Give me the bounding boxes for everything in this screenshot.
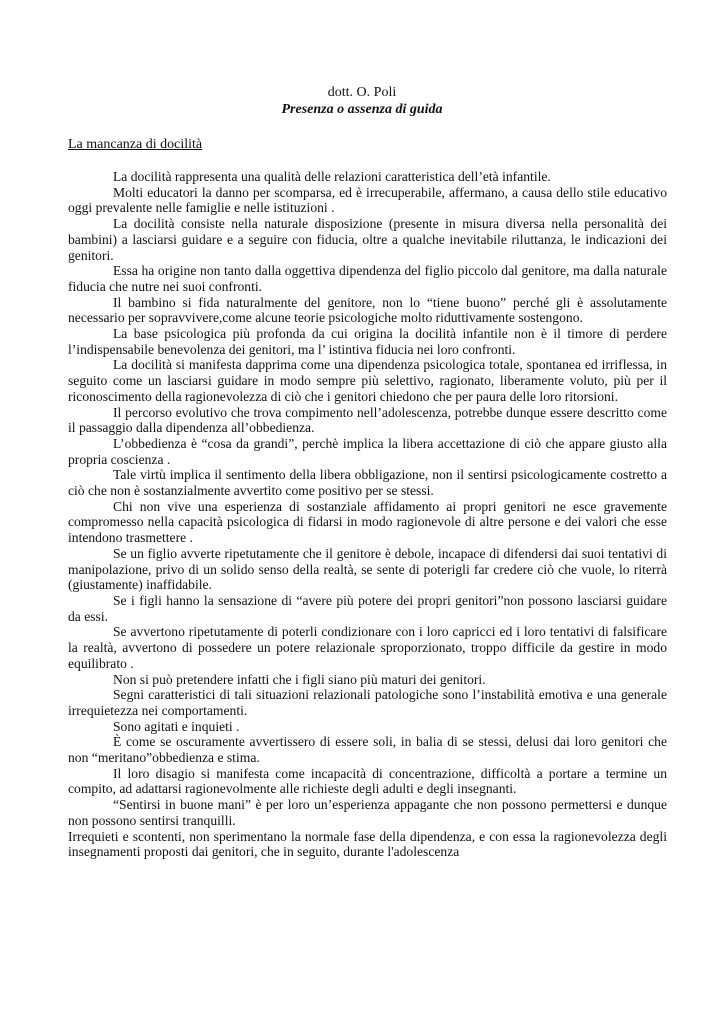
paragraph: La docilità rappresenta una qualità delle relazioni caratteristica dell’età infantile. [113,169,551,184]
paragraph: Segni caratteristici di tali situazioni relazionali patologiche sono l’instabilità emotiva e una generale irrequietezza nei comportamenti. [68,687,667,718]
paragraph: Irrequieti e scontenti, non sperimentano la normale fase della dipendenza, e con essa la ragionevolezza degli insegnamenti proposti dai genitori, che in seguito, durante l'adolescenza [68,828,667,860]
paragraph: La base psicologica più profonda da cui origina la docilità infantile non è il timore di perdere l’indispensabile benevolenza dei genitori, ma l’ istintiva fiducia nei loro confronti. [68,326,667,357]
paragraph: Tale virtù implica il sentimento della libera obbligazione, non il sentirsi psicologicamente costretto a ciò che non è sostanzialmente avvertito come positivo per se stessi. [68,467,667,499]
paragraph: Sono agitati e inquieti . [113,718,240,734]
paragraph: La docilità si manifesta dapprima come una dipendenza psicologica totale, spontanea ed irriflessa, in seguito come un lasciarsi guidare in modo sempre più selettivo, ragionato, liberamente voluto, più per il riconoscimento della ragionevolezza di ciò che i genitori chiedono che per paura delle loro ritorsioni. [68,357,667,404]
author-line: dott. O. Poli [327,85,397,100]
paragraph: La docilità consiste nella naturale disposizione (presente in misura diversa nella personalità dei bambini) a lasciarsi guidare e a seguire con fiducia, oltre a qualche inevitabile riluttanza, le indicazioni dei genitori. [68,216,667,263]
paragraph: Il loro disagio si manifesta come incapacità di concentrazione, difficoltà a portare a termine un compito, ad adattarsi ragionevolmente alle richieste degli adulti e degli insegnanti. [68,765,667,797]
paragraph: Se un figlio avverte ripetutamente che il genitore è debole, incapace di difendersi dai suoi tentativi di manipolazione, privo di un solido senso della realtà, se sente di poterigli far credere ciò che vuole, lo riterrà (giustamente) inaffidabile. [68,545,667,593]
paragraph: Molti educatori la danno per scomparsa, ed è irrecuperabile, affermano, a causa dello stile educativo oggi prevalente nelle famiglie e nelle istituzioni . [68,184,667,216]
paragraph: È come se oscuramente avvertissero di essere soli, in balia di se stessi, delusi dai loro genitori che non “meritano”obbedienza e stima. [68,734,667,766]
document-body [68,169,667,860]
paragraph: L’obbedienza è “cosa da grandi”, perchè implica la libera accettazione di ciò che appare giusto alla propria coscienza . [68,435,667,467]
paragraph: Il percorso evolutivo che trova compimento nell’adolescenza, potrebbe dunque essere descritto come il passaggio dalla dipendenza all’obbedienza. [68,404,667,436]
document-header [0,84,724,118]
paragraph: Non si può pretendere infatti che i figli siano più maturi dei genitori. [113,671,486,687]
paragraph: Chi non vive una esperienza di sostanziale affidamento ai propri genitori ne esce gravemente compromesso nella capacità psicologica di fidarsi in modo ragionevole di altre persone e dei valori che esse intendono trasmettere . [68,498,667,546]
paragraph: Essa ha origine non tanto dalla oggettiva dipendenza del figlio piccolo dal genitore, ma dalla naturale fiducia che nutre nei suoi confronti. [68,263,667,294]
paragraph: Se avvertono ripetutamente di poterli condizionare con i loro capricci ed i loro tentativi di falsificare la realtà, avvertono di possedere un potere relazionale sproporzionato, troppo difficile da gestire in modo equilibrato . [68,624,667,671]
paragraph: Se i figli hanno la sensazione di “avere più potere dei propri genitori”non possono lasciarsi guidare da essi. [68,592,667,624]
document-title: Presenza o assenza di guida [281,102,443,117]
section-heading: La mancanza di docilità [68,137,203,152]
paragraph: Il bambino si fida naturalmente del genitore, non lo “tiene buono” perché gli è assolutamente necessario per sopravvivere,come alcune teorie psicologiche molto riduttivamente sostengono. [68,294,667,326]
paragraph: “Sentirsi in buone mani” è per loro un’esperienza appagante che non possono permettersi e dunque non possono sentirsi tranquilli. [68,797,667,828]
